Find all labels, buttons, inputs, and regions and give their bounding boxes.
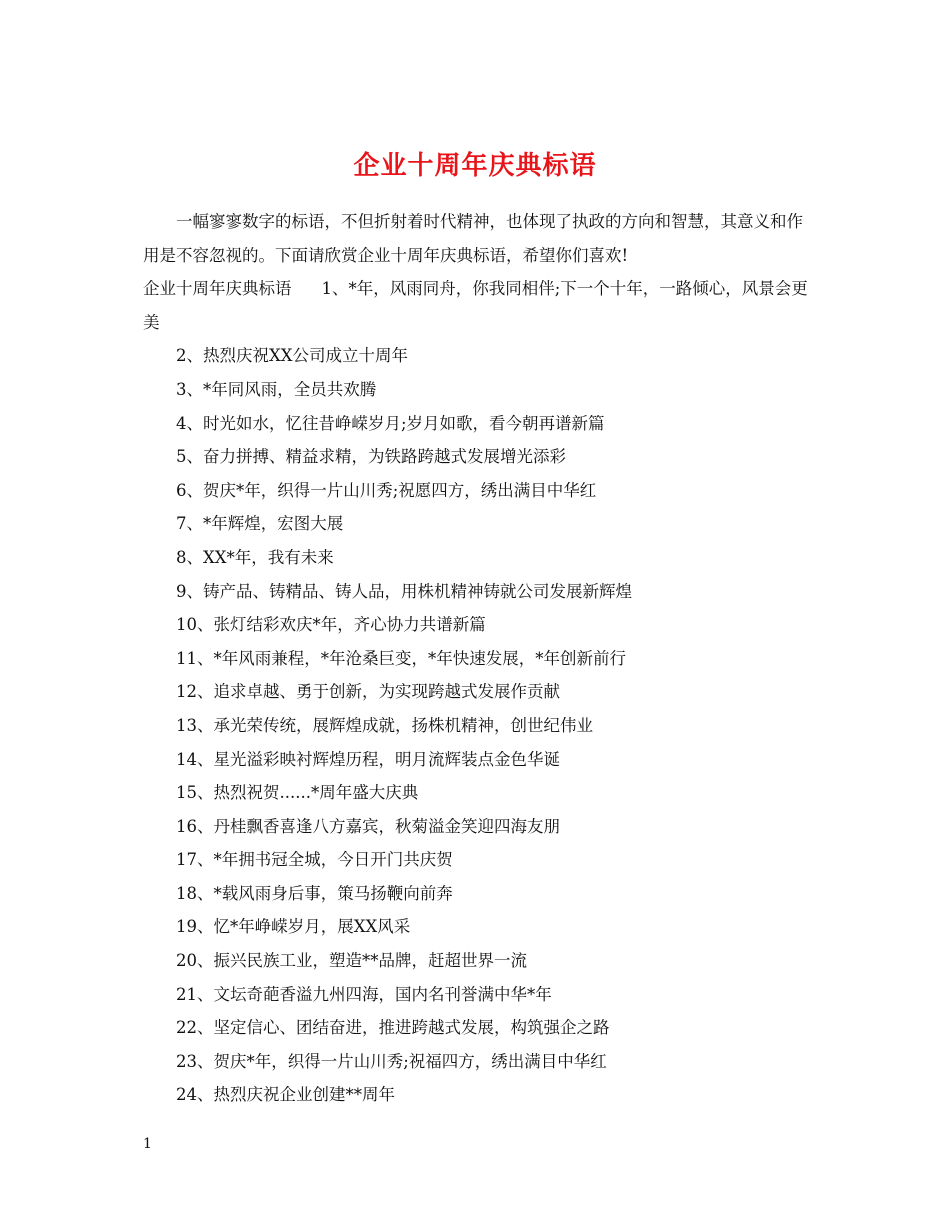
slogan-item-14: 14、星光溢彩映衬辉煌历程，明月流辉装点金色华诞 <box>176 749 560 769</box>
slogan-item-11: 11、*年风雨兼程，*年沧桑巨变，*年快速发展，*年创新前行 <box>176 648 626 668</box>
slogan-item-10: 10、张灯结彩欢庆*年，齐心协力共谱新篇 <box>176 615 486 635</box>
slogan-item-24: 24、热烈庆祝企业创建**周年 <box>176 1085 395 1105</box>
slogan-item-6: 6、贺庆*年，织得一片山川秀;祝愿四方，绣出满目中华红 <box>176 480 597 500</box>
slogan-item-17: 17、*年拥书冠全城，今日开门共庆贺 <box>176 850 453 870</box>
lead-paragraph <box>143 272 808 339</box>
intro-paragraph: 一幅寥寥数字的标语，不但折射着时代精神，也体现了执政的方向和智慧，其意义和作用是不容忽视的。下面请欣赏企业十周年庆典标语，希望你们喜欢! <box>143 212 803 265</box>
slogan-item-1: 1、*年，风雨同舟，你我同相伴;下一个十年，一路倾心，风景会更美 <box>143 279 808 332</box>
slogan-item-23: 23、贺庆*年，织得一片山川秀;祝福四方，绣出满目中华红 <box>176 1051 607 1071</box>
slogan-item-21: 21、文坛奇葩香溢九州四海，国内名刊誉满中华*年 <box>176 984 552 1004</box>
document-body <box>143 205 808 1112</box>
slogan-item-13: 13、承光荣传统，展辉煌成就，扬株机精神，创世纪伟业 <box>176 715 593 735</box>
slogan-item-3: 3、*年同风雨，全员共欢腾 <box>176 379 377 399</box>
slogan-item-5: 5、奋力拼搏、精益求精，为铁路跨越式发展增光添彩 <box>176 447 566 467</box>
document-title: 企业十周年庆典标语 <box>353 151 597 182</box>
lead-label: 企业十周年庆典标语 <box>143 279 292 299</box>
slogan-item-18: 18、*载风雨身后事，策马扬鞭向前奔 <box>176 883 453 903</box>
slogan-item-20: 20、振兴民族工业，塑造**品牌，赶超世界一流 <box>176 951 527 971</box>
slogan-item-19: 19、忆*年峥嵘岁月，展XX风采 <box>176 917 411 937</box>
slogan-item-9: 9、铸产品、铸精品、铸人品，用株机精神铸就公司发展新辉煌 <box>176 581 632 601</box>
slogan-list <box>143 339 808 1112</box>
slogan-item-2: 2、热烈庆祝XX公司成立十周年 <box>176 346 408 366</box>
slogan-item-22: 22、坚定信心、团结奋进，推进跨越式发展，构筑强企之路 <box>176 1018 610 1038</box>
page-number: 1 <box>143 1136 152 1152</box>
slogan-item-4: 4、时光如水，忆往昔峥嵘岁月;岁月如歌，看今朝再谱新篇 <box>176 413 605 433</box>
slogan-item-12: 12、追求卓越、勇于创新，为实现跨越式发展作贡献 <box>176 682 560 702</box>
slogan-item-15: 15、热烈祝贺......*周年盛大庆典 <box>176 783 419 803</box>
slogan-item-7: 7、*年辉煌，宏图大展 <box>176 514 344 534</box>
slogan-item-16: 16、丹桂飘香喜逢八方嘉宾，秋菊溢金笑迎四海友朋 <box>176 816 560 836</box>
slogan-item-8: 8、XX*年，我有未来 <box>176 547 334 567</box>
